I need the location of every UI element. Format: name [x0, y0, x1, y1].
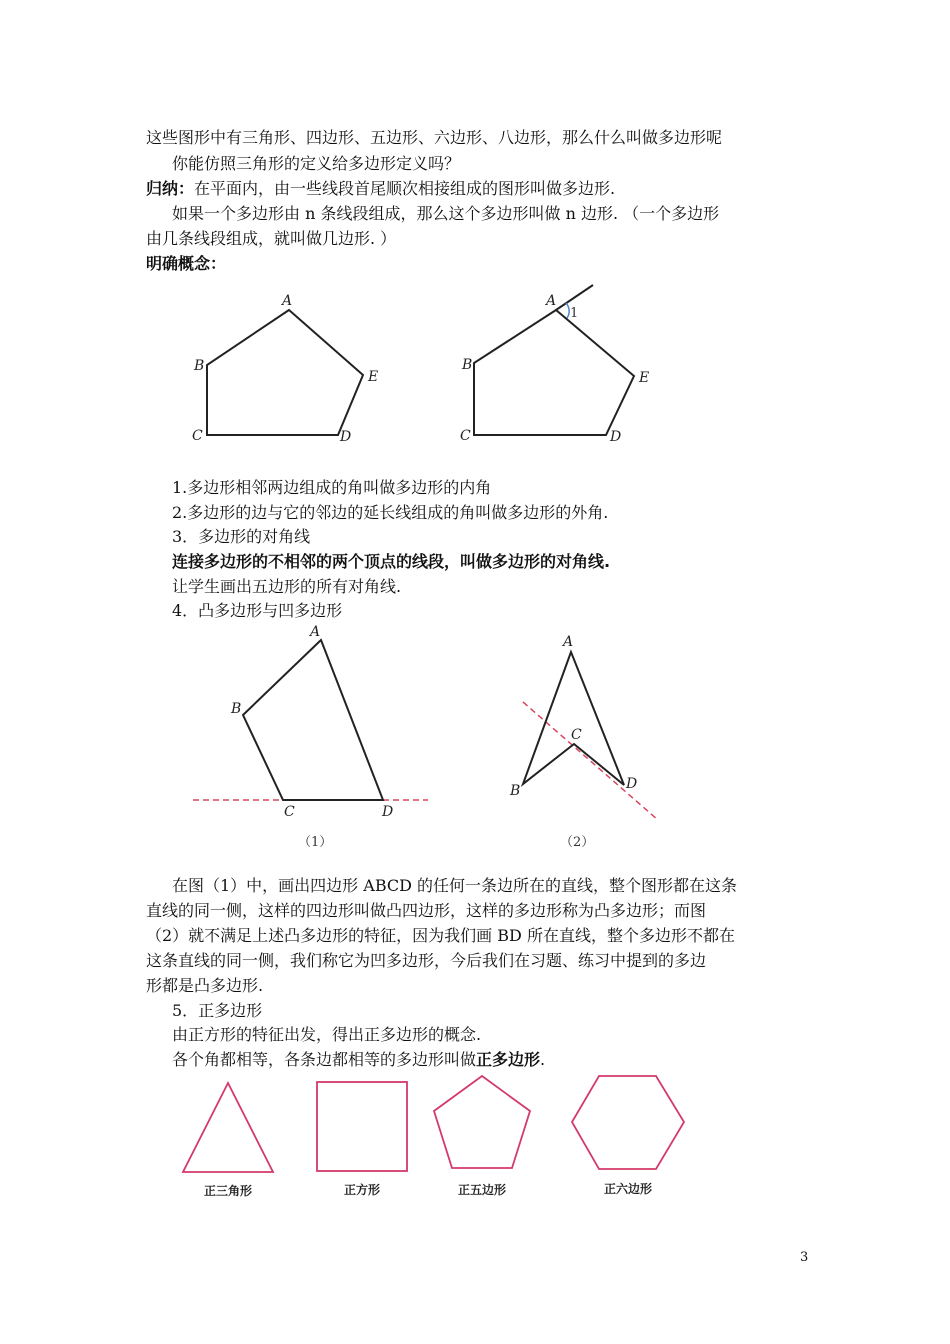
- exterior-angle-arc: [566, 303, 569, 318]
- equilateral-triangle: [183, 1083, 273, 1172]
- square-caption: 正方形: [343, 1183, 381, 1197]
- regular-def-text: 各个角都相等，各条边都相等的多边形叫做: [172, 1050, 477, 1069]
- vertex-b-1: B: [194, 358, 205, 374]
- draw-diagonals: 让学生画出五边形的所有对角线.: [172, 577, 402, 596]
- pentagon-shape: [207, 310, 363, 435]
- vertex-d-4: D: [626, 776, 638, 792]
- vertex-a-3: A: [310, 624, 321, 640]
- vertex-c-2: C: [460, 428, 471, 444]
- n-gon-line-2: 由几条线段组成，就叫做几边形. ）: [146, 229, 397, 248]
- vertex-a-2: A: [546, 293, 557, 309]
- vertex-a-1: A: [282, 293, 293, 309]
- page-number: 3: [800, 1250, 809, 1265]
- regular-term: 正多边形: [476, 1050, 541, 1069]
- intro-line: 这些图形中有三角形、四边形、五边形、六边形、八边形，那么什么叫做多边形呢: [146, 128, 723, 147]
- vertex-e-1: E: [368, 369, 379, 385]
- convex-para-1: 在图（1）中，画出四边形 ABCD 的任何一条边所在的直线，整个图形都在这条: [172, 876, 738, 895]
- vertex-a-4: A: [563, 634, 574, 650]
- convex-para-5: 形都是凸多边形.: [146, 976, 264, 995]
- regular-pentagon: [434, 1076, 530, 1168]
- regular-polygons: [183, 1076, 684, 1172]
- vertex-b-3: B: [231, 701, 242, 717]
- vertex-d-3: D: [382, 804, 394, 820]
- regular-def-end: .: [540, 1050, 546, 1069]
- exterior-angle-def: 2.多边形的边与它的邻边的延长线组成的角叫做多边形的外角.: [172, 503, 609, 522]
- regular-intro: 由正方形的特征出发，得出正多边形的概念.: [172, 1025, 482, 1044]
- diagonal-heading: 3．多边形的对角线: [172, 527, 311, 546]
- vertex-d-2: D: [610, 429, 622, 445]
- regular-heading: 5．正多边形: [172, 1001, 263, 1020]
- concave-quadrilateral: [523, 652, 624, 785]
- figure-2-caption: （2）: [560, 835, 595, 850]
- convex-concave-heading: 4．凸多边形与凹多边形: [172, 601, 343, 620]
- angle-1-label: 1: [570, 306, 579, 321]
- pentagon-caption: 正五边形: [457, 1183, 507, 1197]
- vertex-c-1: C: [192, 428, 203, 444]
- pentagon-exterior-shape: [474, 310, 634, 435]
- vertex-d-1: D: [340, 429, 352, 445]
- summary-label: 归纳：: [146, 179, 195, 198]
- figure-1-caption: （1）: [298, 835, 333, 850]
- triangle-caption: 正三角形: [203, 1184, 253, 1198]
- vertex-c-3: C: [284, 804, 295, 820]
- convex-quadrilateral: [243, 640, 383, 800]
- convex-para-2: 直线的同一侧，这样的四边形叫做凸四边形，这样的多边形称为凸多边形；而图: [146, 901, 707, 920]
- convex-para-3: （2）就不满足上述凸多边形的特征，因为我们画 BD 所在直线，整个多边形不都在: [146, 926, 735, 945]
- dashed-line-bd: [523, 702, 658, 820]
- hexagon-caption: 正六边形: [603, 1182, 653, 1196]
- summary-text: 在平面内，由一些线段首尾顺次相接组成的图形叫做多边形.: [194, 179, 616, 198]
- square: [317, 1082, 407, 1171]
- question-line: 你能仿照三角形的定义给多边形定义吗？: [172, 154, 461, 173]
- concept-heading: 明确概念：: [146, 254, 227, 273]
- vertex-b-2: B: [462, 357, 473, 373]
- convex-para-4: 这条直线的同一侧，我们称它为凹多边形，今后我们在习题、练习中提到的多边: [146, 951, 707, 970]
- vertex-c-4: C: [571, 727, 582, 743]
- vertex-b-4: B: [510, 783, 521, 799]
- interior-angle-def: 1.多边形相邻两边组成的角叫做多边形的内角: [172, 478, 492, 497]
- n-gon-line-1: 如果一个多边形由 n 条线段组成，那么这个多边形叫做 n 边形. （一个多边形: [172, 204, 720, 223]
- pentagon-figure: [207, 310, 363, 435]
- regular-hexagon: [572, 1076, 684, 1169]
- vertex-e-2: E: [639, 370, 650, 386]
- diagonal-def: 连接多边形的不相邻的两个顶点的线段，叫做多边形的对角线.: [172, 552, 611, 571]
